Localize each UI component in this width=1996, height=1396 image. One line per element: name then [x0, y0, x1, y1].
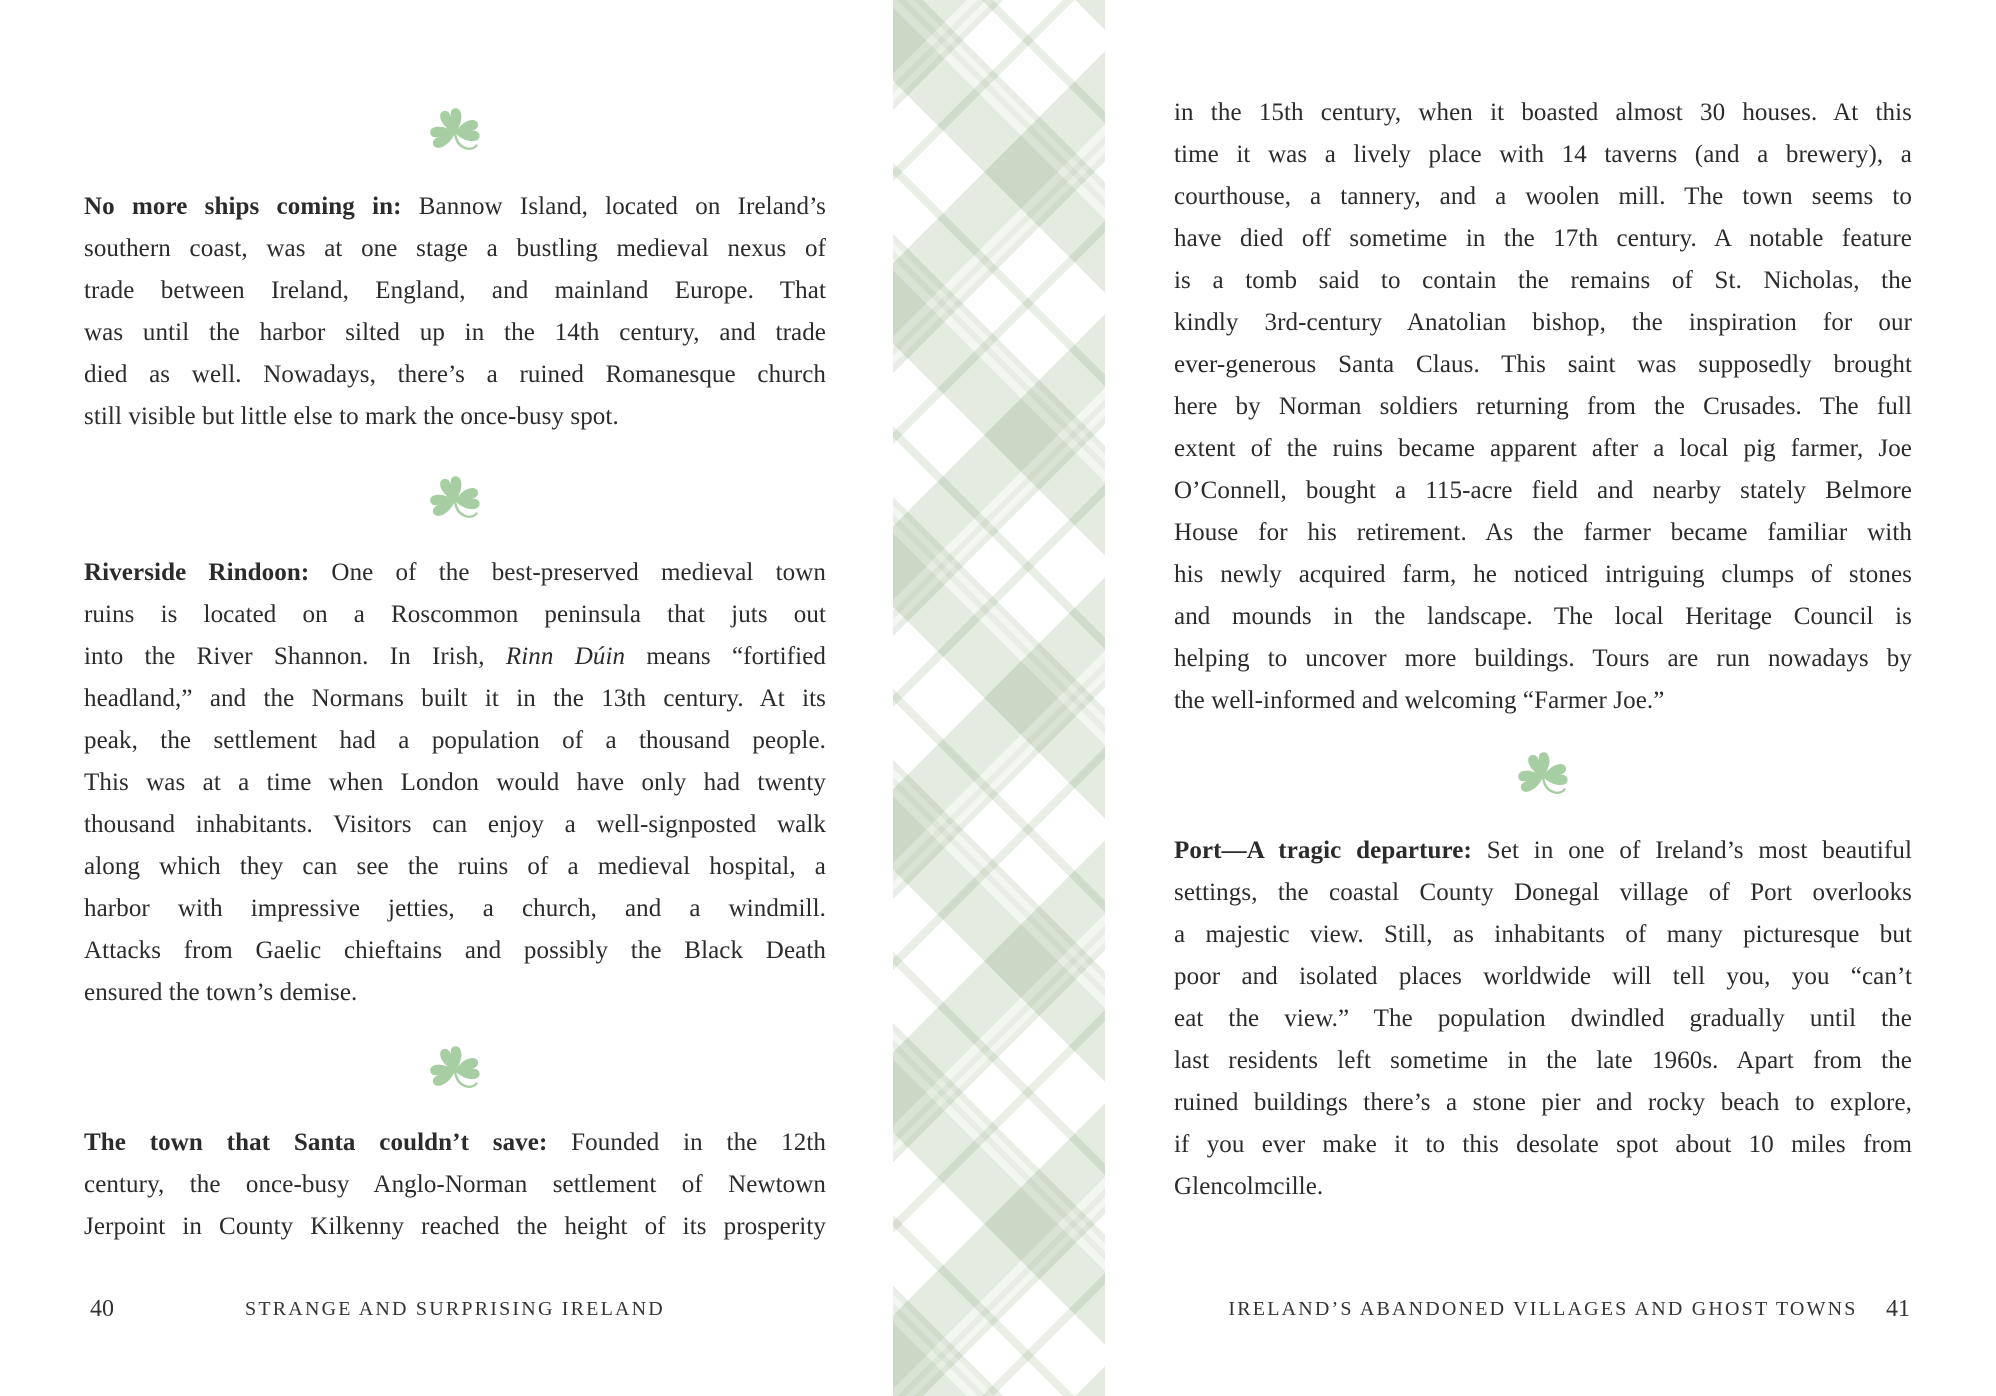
- text-line: time it was a lively place with 14 taverns (and a brewery), a: [1174, 141, 1912, 168]
- text-line: ruined buildings there’s a stone pier and rocky beach to explore,: [1174, 1089, 1912, 1116]
- paragraph-riverside-rindoon: [84, 552, 826, 1014]
- text-line: was until the harbor silted up in the 14th century, and trade: [84, 319, 826, 346]
- text-line: The town that Santa couldn’t save: Founded in the 12th: [84, 1129, 826, 1156]
- shamrock-icon: [84, 474, 826, 531]
- text-line: is a tomb said to contain the remains of St. Nicholas, the: [1174, 267, 1912, 294]
- text-line: into the River Shannon. In Irish, Rinn Dúin means “fortified: [84, 643, 826, 670]
- right-page-footer: [1174, 1292, 1912, 1326]
- text-line: No more ships coming in: Bannow Island, located on Ireland’s: [84, 193, 826, 220]
- text-line: harbor with impressive jetties, a church, and a windmill.: [84, 895, 826, 922]
- text-line: House for his retirement. As the farmer became familiar with: [1174, 519, 1912, 546]
- text-line: here by Norman soldiers returning from the Crusades. The full: [1174, 393, 1912, 420]
- text-line: died as well. Nowadays, there’s a ruined Romanesque church: [84, 361, 826, 388]
- text-line: southern coast, was at one stage a bustling medieval nexus of: [84, 235, 826, 262]
- text-line: settings, the coastal County Donegal village of Port overlooks: [1174, 879, 1912, 906]
- shamrock-icon: [1174, 750, 1912, 807]
- text-line: the well-informed and welcoming “Farmer Joe.”: [1174, 687, 1665, 714]
- text-line: ruins is located on a Roscommon peninsula that juts out: [84, 601, 826, 628]
- text-line: century, the once-busy Anglo-Norman settlement of Newtown: [84, 1171, 826, 1198]
- paragraph-port-donegal: [1174, 830, 1912, 1208]
- text-line: thousand inhabitants. Visitors can enjoy a well-signposted walk: [84, 811, 826, 838]
- text-line: ever-generous Santa Claus. This saint was supposedly brought: [1174, 351, 1912, 378]
- paragraph-newtown-jerpoint-continued: [1174, 92, 1912, 722]
- text-line: ensured the town’s demise.: [84, 979, 358, 1006]
- text-line: poor and isolated places worldwide will tell you, you “can’t: [1174, 963, 1912, 990]
- text-line: helping to uncover more buildings. Tours are run nowadays by: [1174, 645, 1912, 672]
- text-line: still visible but little else to mark the once-busy spot.: [84, 403, 619, 430]
- paragraph-newtown-jerpoint: [84, 1122, 826, 1248]
- text-line: Riverside Rindoon: One of the best-preserved medieval town: [84, 559, 826, 586]
- shamrock-icon: [84, 1044, 826, 1101]
- text-line: and mounds in the landscape. The local Heritage Council is: [1174, 603, 1912, 630]
- text-line: peak, the settlement had a population of a thousand people.: [84, 727, 826, 754]
- page-number: 40: [90, 1296, 114, 1322]
- text-line: last residents left sometime in the late 1960s. Apart from the: [1174, 1047, 1912, 1074]
- text-line: kindly 3rd-century Anatolian bishop, the inspiration for our: [1174, 309, 1912, 336]
- text-line: have died off sometime in the 17th century. A notable feature: [1174, 225, 1912, 252]
- text-line: This was at a time when London would have only had twenty: [84, 769, 826, 796]
- text-line: Attacks from Gaelic chieftains and possibly the Black Death: [84, 937, 826, 964]
- left-page-footer: [84, 1292, 826, 1326]
- page-number: 41: [1886, 1296, 1910, 1322]
- text-line: headland,” and the Normans built it in the 13th century. At its: [84, 685, 826, 712]
- text-line: Port—A tragic departure: Set in one of Ireland’s most beautiful: [1174, 837, 1912, 864]
- page-right: [1174, 0, 1912, 1396]
- text-line: Glencolmcille.: [1174, 1173, 1324, 1200]
- text-line: Jerpoint in County Kilkenny reached the height of its prosperity: [84, 1213, 826, 1240]
- page-left: [84, 0, 826, 1396]
- text-line: along which they can see the ruins of a medieval hospital, a: [84, 853, 826, 880]
- shamrock-icon: [84, 106, 826, 163]
- text-line: trade between Ireland, England, and mainland Europe. That: [84, 277, 826, 304]
- text-line: his newly acquired farm, he noticed intriguing clumps of stones: [1174, 561, 1912, 588]
- text-line: a majestic view. Still, as inhabitants of many picturesque but: [1174, 921, 1912, 948]
- text-line: O’Connell, bought a 115-acre field and nearby stately Belmore: [1174, 477, 1912, 504]
- running-header-chapter-title: IRELAND’S ABANDONED VILLAGES AND GHOST TOWNS: [1228, 1298, 1858, 1320]
- text-line: in the 15th century, when it boasted almost 30 houses. At this: [1174, 99, 1912, 126]
- text-line: eat the view.” The population dwindled gradually until the: [1174, 1005, 1912, 1032]
- running-header-book-title: STRANGE AND SURPRISING IRELAND: [245, 1298, 665, 1320]
- tartan-divider-strip: [893, 0, 1105, 1396]
- text-line: extent of the ruins became apparent after a local pig farmer, Joe: [1174, 435, 1912, 462]
- text-line: courthouse, a tannery, and a woolen mill. The town seems to: [1174, 183, 1912, 210]
- paragraph-bannow-island: [84, 186, 826, 438]
- text-line: if you ever make it to this desolate spot about 10 miles from: [1174, 1131, 1912, 1158]
